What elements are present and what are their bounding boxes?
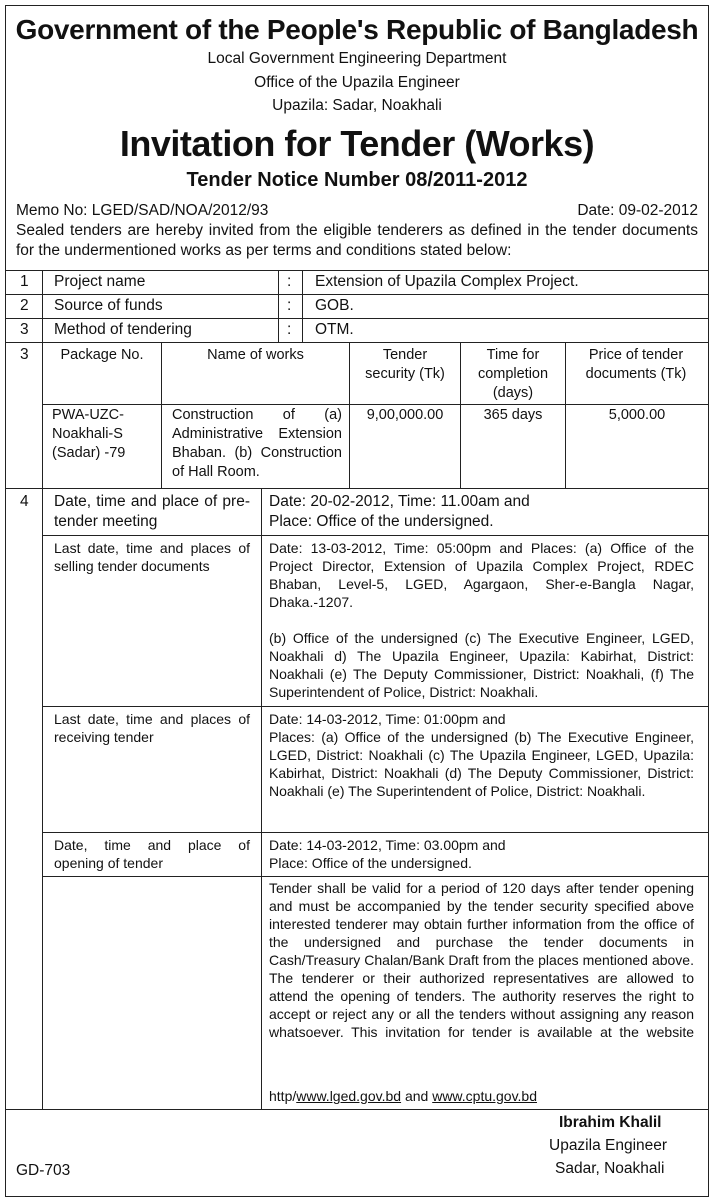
opening-tender-value: Date: 14-03-2012, Time: 03.00pm and Place: Office of the undersigned. (269, 837, 506, 871)
row-number: 3 (20, 321, 29, 338)
method-label: Method of tendering (54, 321, 192, 338)
source-of-funds-label: Source of funds (54, 297, 163, 314)
colon: : (287, 297, 292, 314)
row-number: 1 (20, 273, 29, 290)
source-of-funds-value: GOB. (315, 297, 354, 314)
works-description: Construction of (a) Administrative Extension Bhaban. (b) Construction of Hall Room. (172, 407, 342, 480)
receiving-tender-value-b: Places: (a) Office of the undersigned (b) The Executive Engineer, LGED, District: Noakhali (c) The Upazila Engineer, LGED, Upazila: Kabirhat, District: Noakhali (d) The Deputy Commissioner, District: Noakhali (e) The Superintendent of Police, District: Noakhali. (269, 729, 694, 799)
completion-time-value: 365 days (483, 407, 543, 423)
colon: : (287, 321, 292, 338)
selling-documents-value-a: Date: 13-03-2012, Time: 05:00pm and Places: (a) Office of the Project Director, Extension of Upazila Complex Project, RDEC Bhaban, Level-5, LGED, Agargaon, Sher-e-Bangla Nagar, Dhaka.-1207. (269, 540, 694, 610)
row-number: 3 (20, 346, 29, 363)
office-name: Office of the Upazila Engineer (254, 74, 460, 91)
website-line (269, 1087, 537, 1105)
pre-tender-meeting-label: Date, time and place of pre-tender meeting (54, 493, 250, 530)
department-name: Local Government Engineering Department (207, 50, 507, 67)
works-header: Name of works (207, 347, 304, 363)
time-header: Time for completion (days) (477, 347, 549, 401)
document-price-value: 5,000.00 (608, 407, 666, 423)
signatory-place: Sadar, Noakhali (555, 1160, 665, 1177)
receiving-tender-label: Last date, time and places of receiving tender (54, 711, 250, 745)
cptu-website-link[interactable]: www.cptu.gov.bd (432, 1088, 537, 1104)
upazila-name: Upazila: Sadar, Noakhali (272, 97, 442, 114)
memo-date: Date: 09-02-2012 (577, 202, 698, 219)
government-heading: Government of the People's Republic of Bangladesh (15, 14, 699, 45)
footer-code: GD-703 (16, 1162, 71, 1179)
method-value: OTM. (315, 321, 354, 338)
intro-paragraph: Sealed tenders are hereby invited from the eligible tenderers as defined in the tender documents for the undermentioned works as per terms and conditions stated below: (16, 222, 698, 259)
colon: : (287, 273, 292, 290)
selling-documents-label: Last date, time and places of selling tender documents (54, 540, 250, 574)
row-number: 4 (20, 493, 29, 510)
receiving-tender-value-a: Date: 14-03-2012, Time: 01:00pm and (269, 711, 506, 727)
package-header: Package No. (60, 347, 144, 363)
website-prefix: http/ (269, 1088, 297, 1104)
project-name-label: Project name (54, 273, 146, 290)
notice-title: Invitation for Tender (Works) (119, 123, 595, 164)
price-header: Price of tender documents (Tk) (585, 347, 687, 382)
lged-website-link[interactable]: www.lged.gov.bd (296, 1088, 402, 1104)
signatory-name: Ibrahim Khalil (559, 1114, 662, 1131)
selling-documents-value-b: (b) Office of the undersigned (c) The Executive Engineer, LGED, Noakhali d) The Upazila Engineer, Upazila: Kabirhat, District: Noakhali (e) The Deputy Commissioner, District: Noakhali, (f) The Superintendent of Police, District: Noakhali. (269, 630, 694, 700)
security-header: Tender security (Tk) (365, 347, 445, 382)
row-number: 2 (20, 297, 29, 314)
memo-number: Memo No: LGED/SAD/NOA/2012/93 (16, 202, 269, 219)
project-name-value: Extension of Upazila Complex Project. (315, 273, 579, 290)
website-and: and (404, 1088, 429, 1104)
package-number: PWA-UZC-Noakhali-S (Sadar) -79 (52, 407, 126, 461)
tender-notice (5, 5, 709, 1197)
signatory-designation: Upazila Engineer (549, 1137, 668, 1154)
tender-conditions: Tender shall be valid for a period of 120 days after tender opening and must be accompanied by the tender security specified above interested tenderer may obtain further information from the office of the undersigned and purchase the tender documents in Cash/Treasury Chalan/Bank Draft from the places mentioned above. The tenderer or their authorized representatives are allowed to attend the opening of tenders. The authority reserves the right to accept or reject any or all the tenders without assigning any reason whatsoever. This invitation for tender is available at the website (269, 880, 694, 1040)
pre-tender-meeting-value: Date: 20-02-2012, Time: 11.00am and Place: Office of the undersigned. (269, 493, 530, 530)
notice-number: Tender Notice Number 08/2011-2012 (186, 169, 528, 191)
tender-security-value: 9,00,000.00 (366, 407, 444, 423)
opening-tender-label: Date, time and place of opening of tender (54, 837, 250, 871)
